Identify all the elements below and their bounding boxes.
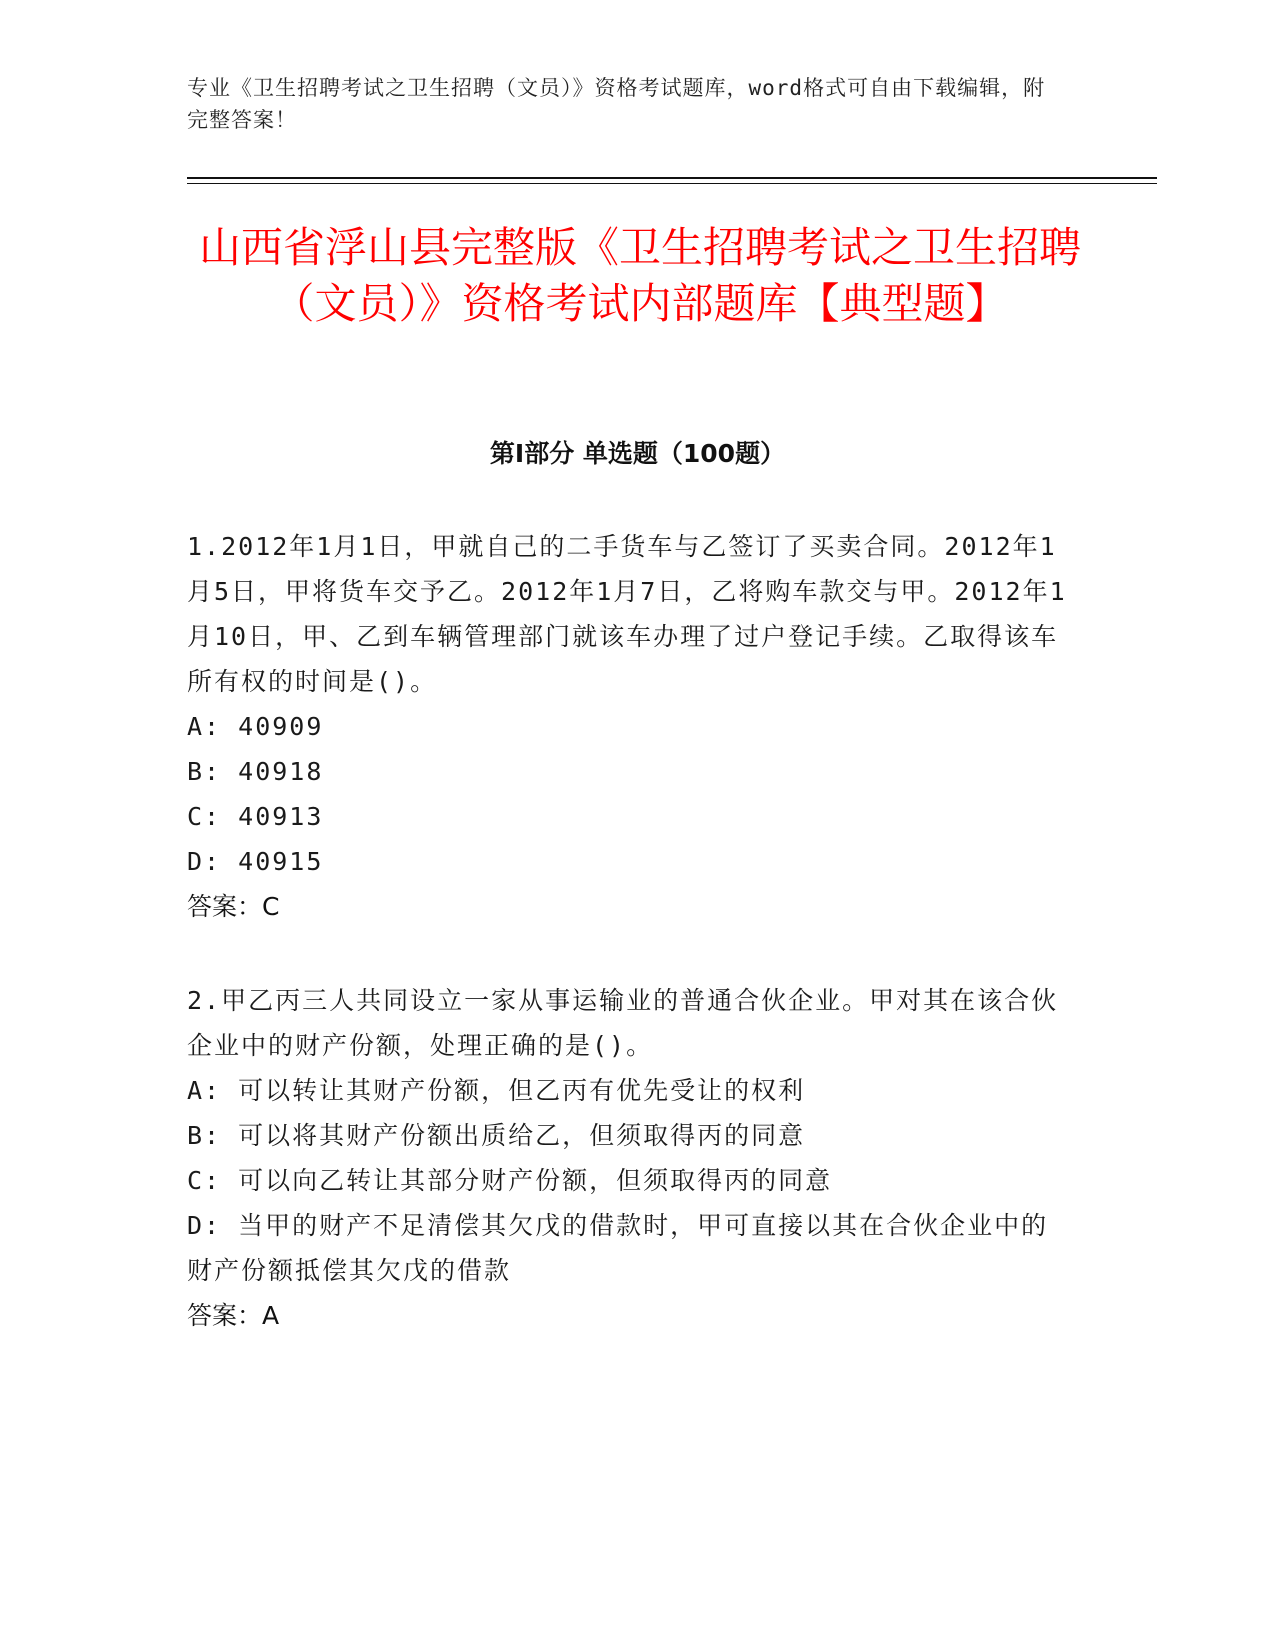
option-c: C: 可以向乙转让其部分财产份额，但须取得丙的同意: [187, 1166, 833, 1195]
option-a: A: 40909: [187, 712, 324, 741]
option-b: B: 40918: [187, 757, 324, 786]
answer-line: 答案：A: [187, 1301, 280, 1330]
header-divider-thick: [187, 177, 1157, 179]
question-stem: 1.2012年1月1日，甲就自己的二手货车与乙签订了买卖合同。2012年1月5日，甲将货车交予乙。2012年1月7日，乙将购车款交与甲。2012年1月10日，甲、乙到车辆管理部门就该车办理了过户登记手续。乙取得该车所有权的时间是()。: [187, 532, 1067, 696]
answer-line: 答案：C: [187, 892, 280, 921]
option-c: C: 40913: [187, 802, 324, 831]
option-d: D: 40915: [187, 847, 324, 876]
section-title: 第Ⅰ部分 单选题（100题）: [489, 439, 786, 468]
header-note: 专业《卫生招聘考试之卫生招聘（文员）》资格考试题库，word格式可自由下载编辑，附完整答案！: [187, 76, 1046, 132]
option-d: D: 当甲的财产不足清偿其欠戊的借款时，甲可直接以其在合伙企业中的财产份额抵偿其欠戊的借款: [187, 1211, 1049, 1285]
question-item: [187, 524, 1067, 929]
option-b: B: 可以将其财产份额出质给乙，但须取得丙的同意: [187, 1121, 806, 1150]
option-a: A: 可以转让其财产份额，但乙丙有优先受让的权利: [187, 1076, 806, 1105]
header-divider-thin: [187, 183, 1157, 184]
question-stem: 2.甲乙丙三人共同设立一家从事运输业的普通合伙企业。甲对其在该合伙企业中的财产份额，处理正确的是()。: [187, 986, 1059, 1060]
document-title: 山西省浮山县完整版《卫生招聘考试之卫生招聘（文员）》资格考试内部题库【典型题】: [198, 223, 1081, 328]
question-item: [187, 978, 1067, 1338]
